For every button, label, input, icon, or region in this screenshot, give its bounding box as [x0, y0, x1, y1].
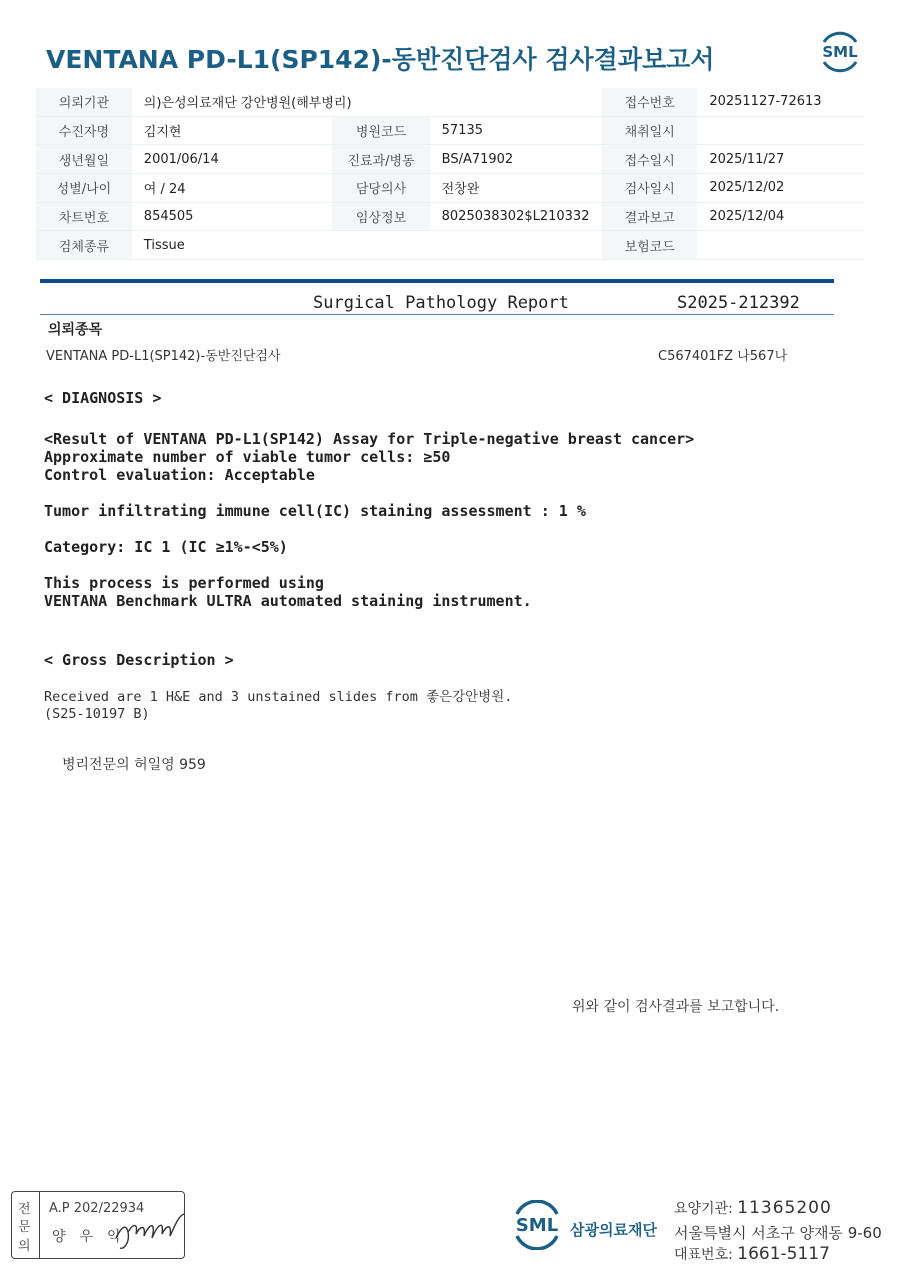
report-type-title: Surgical Pathology Report [313, 293, 569, 313]
order-heading: 의뢰종목 [48, 322, 103, 338]
diagnosis-ic-assessment: Tumor infiltrating immune cell(IC) staining assessment : 1 % [44, 502, 586, 520]
organization-name: 삼광의료재단 [570, 1221, 657, 1239]
info-label: 생년월일 [36, 145, 132, 174]
institution-code-value: 11365200 [737, 1198, 832, 1218]
info-value: 20251127-72613 [697, 88, 864, 116]
info-label: 진료과/병동 [332, 145, 429, 174]
gross-line2: (S25-10197 B) [44, 706, 150, 722]
address: 서울특별시 서초구 양재동 9-60 [674, 1224, 882, 1242]
report-number: S2025-212392 [677, 293, 800, 313]
info-value: BS/A71902 [430, 145, 602, 174]
report-title-header: VENTANA PD-L1(SP142)-동반진단검사 검사결과보고서 [46, 45, 715, 74]
info-label: 성별/나이 [36, 174, 132, 203]
info-label: 검사일시 [602, 174, 697, 203]
info-row [36, 231, 864, 260]
info-row [36, 145, 864, 174]
pathologist-signature-line: 병리전문의 허일영 959 [62, 757, 206, 773]
info-value: 2025/12/02 [697, 174, 864, 203]
closing-statement: 위와 같이 검사결과를 보고합니다. [572, 999, 780, 1015]
gross-line1: Received are 1 H&E and 3 unstained slides from 좋은강안병원. [44, 689, 513, 705]
info-value: 2001/06/14 [132, 145, 333, 174]
institution-code [674, 1198, 832, 1218]
phone-value: 1661-5117 [737, 1244, 830, 1264]
handwritten-signature-icon [112, 1208, 188, 1254]
diagnosis-category: Category: IC 1 (IC ≥1%-<5%) [44, 538, 288, 556]
sml-logo-icon [818, 30, 862, 74]
info-label: 임상정보 [332, 202, 429, 231]
sml-footer-logo-icon [511, 1200, 563, 1250]
info-label: 접수번호 [602, 88, 697, 116]
diagnosis-control: Control evaluation: Acceptable [44, 466, 315, 484]
phone-number [674, 1244, 830, 1264]
info-value: 2025/11/27 [697, 145, 864, 174]
info-row [36, 116, 864, 145]
diagnosis-process-line1: This process is performed using [44, 574, 324, 592]
info-value: 2025/12/04 [697, 202, 864, 231]
stamp-license-number: A.P 202/22934 [49, 1201, 145, 1216]
order-item: VENTANA PD-L1(SP142)-동반진단검사 [46, 349, 281, 364]
stamp-side-char: 의 [18, 1239, 31, 1254]
info-label: 수진자명 [36, 116, 132, 145]
phone-label: 대표번호: [674, 1247, 738, 1263]
info-value: 의)은성의료재단 강안병원(해부병리) [132, 88, 602, 116]
sml-logo-text: SML [822, 43, 858, 61]
info-label: 의뢰기관 [36, 88, 132, 116]
info-label: 차트번호 [36, 202, 132, 231]
info-value: 김지현 [132, 116, 333, 145]
info-row [36, 174, 864, 203]
info-value [697, 231, 864, 260]
info-value: 57135 [430, 116, 602, 145]
specialist-stamp [11, 1191, 185, 1259]
diagnosis-result-line: <Result of VENTANA PD-L1(SP142) Assay for Triple-negative breast cancer> [44, 430, 695, 448]
diagnosis-process-line2: VENTANA Benchmark ULTRA automated staining instrument. [44, 592, 532, 610]
info-label: 결과보고 [602, 202, 697, 231]
info-value: 854505 [132, 202, 333, 231]
info-row [36, 202, 864, 231]
patient-info-table [36, 88, 864, 260]
stamp-name: 양우익 [52, 1229, 135, 1245]
info-row [36, 88, 864, 116]
sml-footer-logo-text: SML [515, 1215, 559, 1236]
info-label: 검체종류 [36, 231, 132, 260]
info-label: 담당의사 [332, 174, 429, 203]
institution-code-label: 요양기관: [674, 1201, 738, 1217]
diagnosis-tumor-cells: Approximate number of viable tumor cells: ≥50 [44, 448, 451, 466]
stamp-side-panel [12, 1192, 40, 1258]
section-divider [40, 279, 834, 283]
info-value [697, 116, 864, 145]
order-code: C567401FZ 나567나 [658, 349, 788, 364]
info-value: 여 / 24 [132, 174, 333, 203]
info-label: 채취일시 [602, 116, 697, 145]
info-label: 보험코드 [602, 231, 697, 260]
info-value: 8025038302$L210332 [430, 202, 602, 231]
info-label: 병원코드 [332, 116, 429, 145]
section-divider-thin [40, 314, 834, 315]
stamp-side-char: 전 [18, 1202, 31, 1217]
info-value: 전창완 [430, 174, 602, 203]
gross-heading: < Gross Description > [44, 651, 234, 669]
stamp-side-char: 문 [18, 1220, 31, 1235]
info-label: 접수일시 [602, 145, 697, 174]
info-value: Tissue [132, 231, 602, 260]
diagnosis-heading: < DIAGNOSIS > [44, 389, 162, 407]
